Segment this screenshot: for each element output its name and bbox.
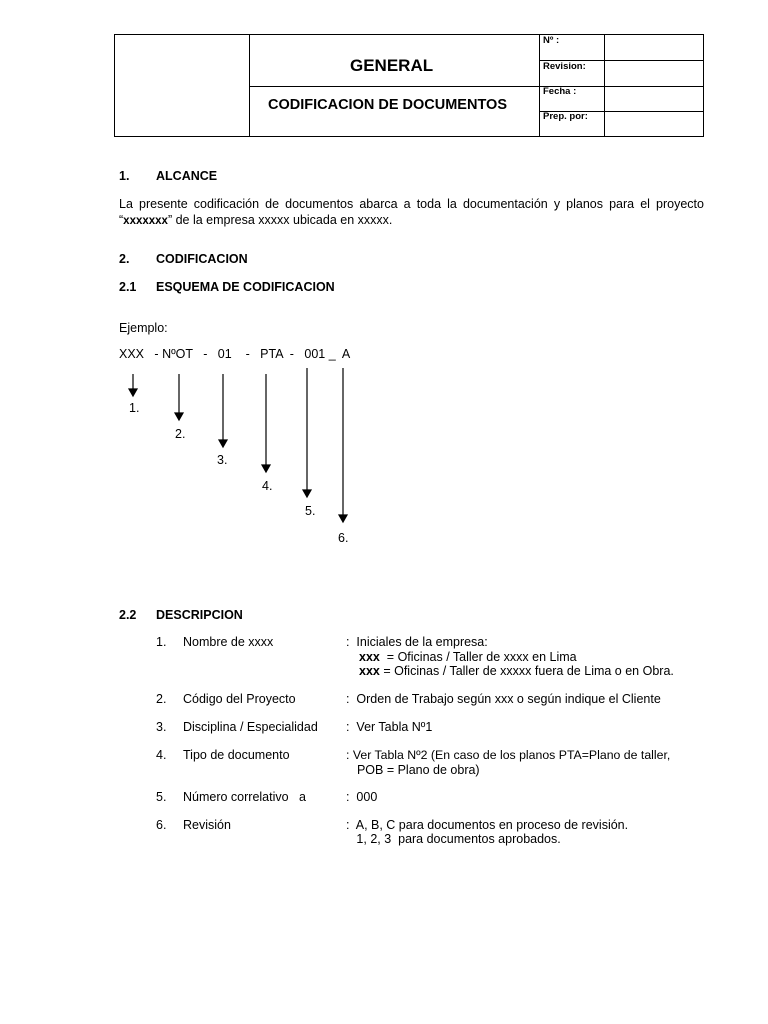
item-3-label: Disciplina / Especialidad bbox=[183, 720, 318, 734]
field-revision-label: Revision: bbox=[543, 61, 586, 72]
item-6-desc-line-2: 1, 2, 3 para documentos aprobados. bbox=[346, 832, 561, 846]
item-1-number: 1. bbox=[156, 635, 167, 649]
section-2-2-title: DESCRIPCION bbox=[156, 608, 243, 622]
item-1-label: Nombre de xxxx bbox=[183, 635, 274, 649]
section-1-number: 1. bbox=[119, 169, 130, 183]
outside-office-text: = Oficinas / Taller de xxxxx fuera de Lima o en Obra. bbox=[379, 664, 674, 678]
arrow-label-2: 2. bbox=[175, 427, 186, 441]
item-3-number: 3. bbox=[156, 720, 167, 734]
item-6-label: Revisión bbox=[183, 818, 231, 832]
section-2-2-number: 2.2 bbox=[119, 608, 137, 622]
item-1-desc-line-3 bbox=[359, 664, 674, 678]
example-label: Ejemplo: bbox=[119, 321, 168, 335]
item-1-desc-line-2 bbox=[359, 650, 577, 664]
field-prepared-by-label: Prep. por: bbox=[543, 111, 588, 122]
company-location-text: ” de la empresa xxxxx ubicada en xxxxx. bbox=[167, 213, 393, 227]
arrow-label-5: 5. bbox=[305, 504, 316, 518]
item-5-label: Número correlativo a bbox=[183, 790, 306, 804]
item-2-number: 2. bbox=[156, 692, 167, 706]
section-2-1-number: 2.1 bbox=[119, 280, 137, 294]
section-1-title: ALCANCE bbox=[156, 169, 218, 183]
project-name: xxxxxxx bbox=[123, 215, 168, 227]
field-number-label: Nº : bbox=[543, 35, 560, 46]
company-code-lima: xxx bbox=[359, 650, 380, 664]
section-1-line-1: La presente codificación de documentos abarca a toda la documentación y planos para el proyecto bbox=[119, 197, 704, 211]
arrow-label-6: 6. bbox=[338, 531, 349, 545]
open-quote: “ bbox=[119, 213, 124, 227]
item-4-number: 4. bbox=[156, 748, 167, 762]
section-2-1-title: ESQUEMA DE CODIFICACION bbox=[156, 280, 335, 294]
section-2-title: CODIFICACION bbox=[156, 252, 248, 266]
item-4-desc-line-2: POB = Plano de obra) bbox=[350, 763, 480, 777]
item-6-desc: : A, B, C para documentos en proceso de revisión. bbox=[346, 818, 629, 832]
arrow-label-3: 3. bbox=[217, 453, 228, 467]
example-code: XXX - NºOT - 01 - PTA - 001 _ A bbox=[119, 347, 351, 361]
header-title: GENERAL bbox=[350, 56, 434, 75]
section-2-number: 2. bbox=[119, 252, 130, 266]
arrow-label-4: 4. bbox=[262, 479, 273, 493]
item-5-number: 5. bbox=[156, 790, 167, 804]
item-4-desc: : Ver Tabla Nº2 (En caso de los planos PTA=Plano de taller, bbox=[346, 748, 671, 762]
arrow-label-1: 1. bbox=[129, 401, 140, 415]
header-subtitle: CODIFICACION DE DOCUMENTOS bbox=[268, 97, 507, 113]
item-5-desc: : 000 bbox=[346, 790, 378, 804]
company-code-outside: xxx bbox=[359, 664, 380, 678]
item-2-desc: : Orden de Trabajo según xxx o según indique el Cliente bbox=[346, 692, 661, 706]
field-date-label: Fecha : bbox=[543, 86, 577, 97]
item-1-desc: : Iniciales de la empresa: bbox=[346, 635, 488, 649]
item-4-label: Tipo de documento bbox=[183, 748, 290, 762]
lima-office-text: = Oficinas / Taller de xxxx en Lima bbox=[379, 650, 577, 664]
item-6-number: 6. bbox=[156, 818, 167, 832]
item-2-label: Código del Proyecto bbox=[183, 692, 296, 706]
item-3-desc: : Ver Tabla Nº1 bbox=[346, 720, 433, 734]
